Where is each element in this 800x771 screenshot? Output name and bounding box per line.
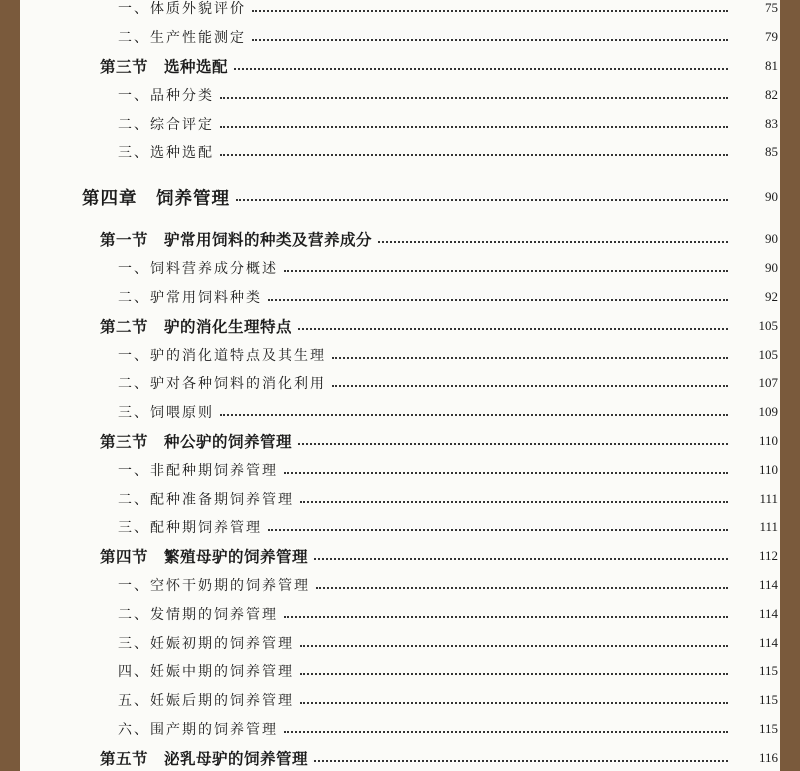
toc-entry <box>20 0 780 21</box>
toc-page-number: 114 <box>758 577 778 592</box>
toc-page-number: 110 <box>758 433 778 448</box>
toc-entry-title: 三、配种期饲养管理 <box>118 520 262 536</box>
toc-entry <box>20 457 780 483</box>
toc-page-number: 92 <box>765 289 778 304</box>
toc-section-entry <box>20 543 780 569</box>
toc-page-number: 90 <box>765 260 778 275</box>
toc-entry-title: 一、驴的消化道特点及其生理 <box>118 348 326 364</box>
toc-page-number: 115 <box>758 663 778 678</box>
toc-page-number: 81 <box>765 58 778 73</box>
toc-entry <box>20 284 780 310</box>
toc-page-number: 115 <box>758 721 778 736</box>
toc-entry <box>20 370 780 396</box>
dot-leader <box>236 199 728 201</box>
toc-section-entry <box>20 53 780 79</box>
toc-entry-title: 第五节 泌乳母驴的饲养管理 <box>100 749 309 768</box>
toc-entry-title: 一、非配种期饲养管理 <box>118 463 278 479</box>
dot-leader <box>314 558 728 560</box>
dot-leader <box>268 299 728 301</box>
toc-page-number: 114 <box>758 635 778 650</box>
toc-entry-title: 第一节 驴常用饲料的种类及营养成分 <box>100 230 373 249</box>
toc-entry-title: 四、妊娠中期的饲养管理 <box>118 664 294 680</box>
dot-leader <box>220 97 728 99</box>
toc-entry-title: 第三节 选种选配 <box>100 57 229 76</box>
toc-entry-title: 二、发情期的饲养管理 <box>118 607 278 623</box>
toc-page-number: 115 <box>758 692 778 707</box>
toc-section-entry <box>20 745 780 771</box>
toc-entry-title: 三、妊娠初期的饲养管理 <box>118 636 294 652</box>
toc-page-number: 105 <box>758 318 778 333</box>
toc-entry <box>20 139 780 165</box>
toc-entry <box>20 24 780 50</box>
toc-entry-title: 第四节 繁殖母驴的饲养管理 <box>100 547 309 566</box>
toc-section-entry <box>20 313 780 339</box>
toc-page-number: 111 <box>759 519 778 534</box>
toc-entry <box>20 658 780 684</box>
dot-leader <box>234 68 728 70</box>
dot-leader <box>332 385 728 387</box>
toc-entry-title: 二、配种准备期饲养管理 <box>118 492 294 508</box>
dot-leader <box>220 154 728 156</box>
toc-page-number: 110 <box>758 462 778 477</box>
dot-leader <box>284 731 728 733</box>
toc-section-entry <box>20 428 780 454</box>
dot-leader <box>252 39 728 41</box>
toc-entry-title: 第二节 驴的消化生理特点 <box>100 317 293 336</box>
toc-entry <box>20 486 780 512</box>
dot-leader <box>284 472 728 474</box>
toc-entry <box>20 82 780 108</box>
toc-entry <box>20 716 780 742</box>
dot-leader <box>220 414 728 416</box>
toc-page-number: 79 <box>765 29 778 44</box>
toc-entry <box>20 399 780 425</box>
toc-entry-title: 三、饲喂原则 <box>118 405 214 421</box>
dot-leader <box>252 10 728 12</box>
toc-page-number: 105 <box>758 347 778 362</box>
dot-leader <box>300 702 728 704</box>
toc-entry-title: 二、驴对各种饲料的消化利用 <box>118 376 326 392</box>
toc-page-number: 111 <box>759 491 778 506</box>
toc-entry <box>20 514 780 540</box>
toc-entry <box>20 572 780 598</box>
toc-entry-title: 三、选种选配 <box>118 145 214 161</box>
toc-entry-title: 一、饲料营养成分概述 <box>118 261 278 277</box>
dot-leader <box>332 357 728 359</box>
toc-entry <box>20 687 780 713</box>
dot-leader <box>298 328 728 330</box>
toc-entry-title: 一、品种分类 <box>118 88 214 104</box>
toc-page-number: 114 <box>758 606 778 621</box>
toc-page-number: 109 <box>758 404 778 419</box>
dot-leader <box>298 443 728 445</box>
toc-entry-title: 一、体质外貌评价 <box>118 1 246 17</box>
dot-leader <box>300 645 728 647</box>
dot-leader <box>300 501 728 503</box>
book-page <box>20 0 780 771</box>
dot-leader <box>378 241 728 243</box>
dot-leader <box>314 760 728 762</box>
toc-entry-title: 二、驴常用饲料种类 <box>118 290 262 306</box>
toc-page-number: 75 <box>765 0 778 15</box>
toc-page-number: 107 <box>758 375 778 390</box>
toc-entry-title: 二、综合评定 <box>118 117 214 133</box>
dot-leader <box>284 616 728 618</box>
toc-entry-title: 第四章 饲养管理 <box>82 188 230 209</box>
toc-page-number: 112 <box>758 548 778 563</box>
toc-entry-title: 一、空怀干奶期的饲养管理 <box>118 578 310 594</box>
toc-entry-title: 第三节 种公驴的饲养管理 <box>100 432 293 451</box>
dot-leader <box>268 529 728 531</box>
toc-page-number: 85 <box>765 144 778 159</box>
toc-entry-title: 二、生产性能测定 <box>118 30 246 46</box>
toc-page-number: 82 <box>765 87 778 102</box>
toc-entry-title: 五、妊娠后期的饲养管理 <box>118 693 294 709</box>
dot-leader <box>284 270 728 272</box>
toc-section-entry <box>20 226 780 252</box>
dot-leader <box>220 126 728 128</box>
toc-chapter-entry <box>20 181 780 213</box>
toc-entry <box>20 630 780 656</box>
toc-entry <box>20 111 780 137</box>
toc-page-number: 90 <box>765 189 778 204</box>
toc-entry <box>20 601 780 627</box>
toc-entry <box>20 342 780 368</box>
dot-leader <box>316 587 728 589</box>
toc-entry <box>20 255 780 281</box>
toc-page-number: 90 <box>765 231 778 246</box>
toc-page-number: 83 <box>765 116 778 131</box>
toc-page-number: 116 <box>758 750 778 765</box>
dot-leader <box>300 673 728 675</box>
toc-entry-title: 六、围产期的饲养管理 <box>118 722 278 738</box>
